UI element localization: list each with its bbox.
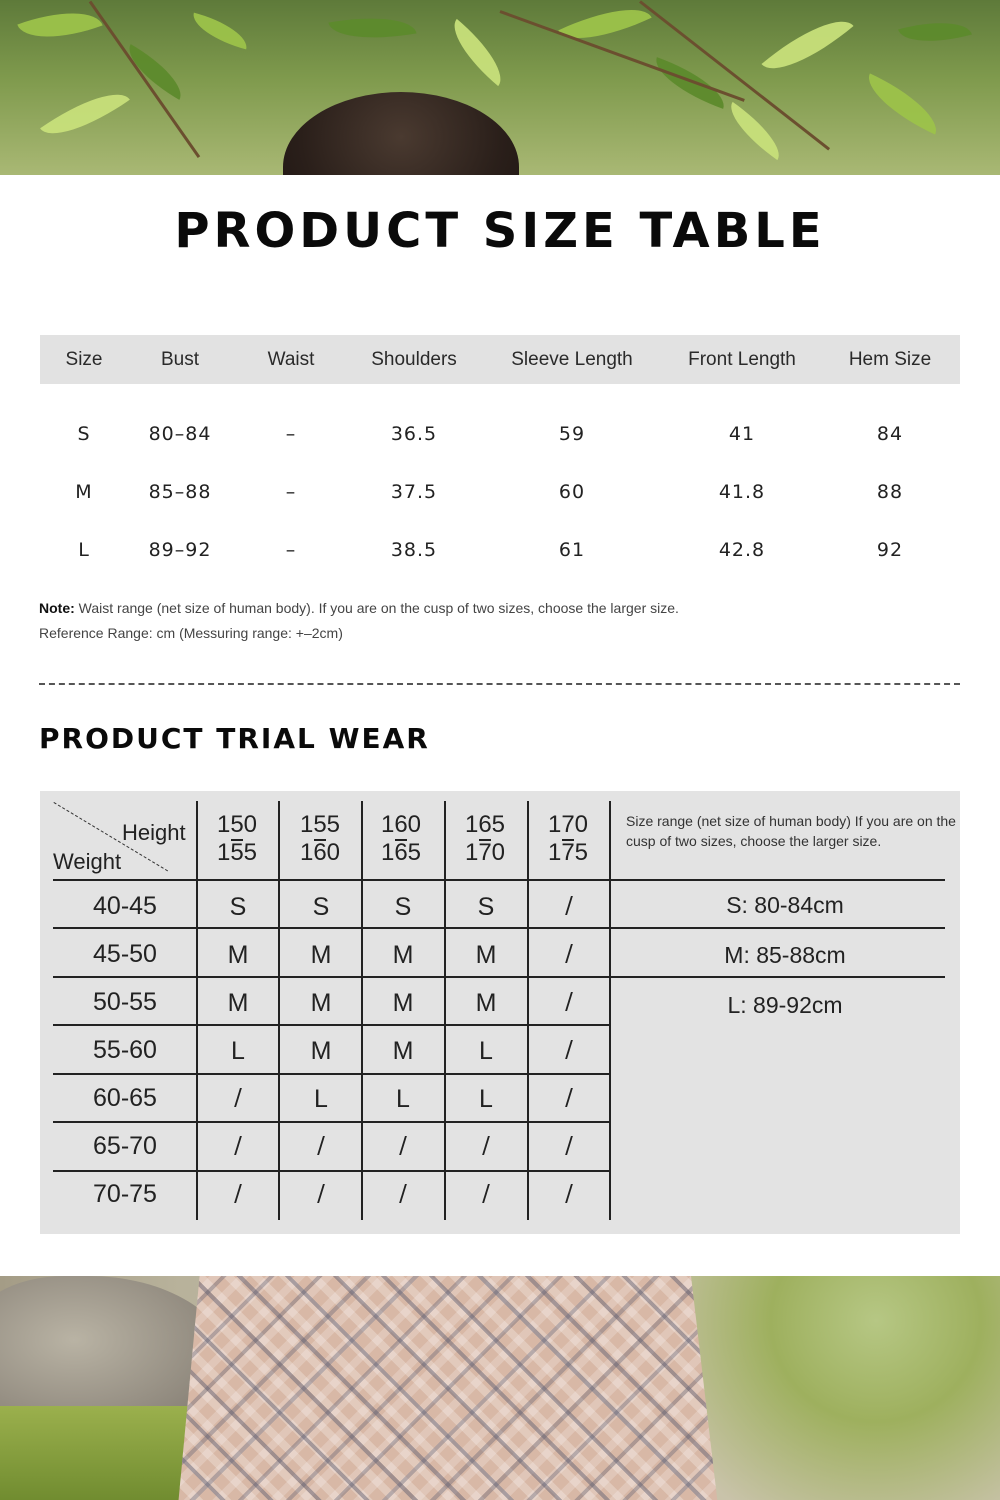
weight-label: 40-45 [93,892,157,920]
column-header-hem-size: Hem Size [848,349,932,370]
column-header-sleeve-length: Sleeve Length [511,349,633,370]
table-cell: 41 [728,423,756,445]
plaid-skirt [178,1276,718,1500]
size-row-m [40,481,960,511]
weight-label: 50-55 [93,988,157,1016]
size-table-title: PRODUCT SIZE TABLE [174,203,826,259]
table-cell: 85–88 [148,481,212,503]
grid-cell: S [229,893,247,921]
grid-cell: L [314,1085,328,1113]
grid-cell: / [317,1133,325,1159]
grid-cell: M [475,989,497,1017]
grid-cell: / [565,941,573,967]
height-to: 160 [299,838,341,866]
grid-cell: L [231,1037,245,1065]
table-cell: 42.8 [718,539,766,561]
grid-cell: M [310,1037,332,1065]
top-photo [0,0,1000,175]
table-cell: 41.8 [718,481,766,503]
weight-label: 55-60 [93,1036,157,1064]
weight-label: 60-65 [93,1084,157,1112]
height-from: 155 [299,811,341,838]
height-to: 155 [216,838,258,866]
size-note [39,600,679,616]
column-header-waist: Waist [267,349,315,370]
table-cell: 61 [558,539,586,561]
grid-cell: / [317,1181,325,1207]
column-header-size: Size [65,349,103,370]
table-cell: 88 [876,481,904,503]
height-header-165-170 [445,813,525,865]
section-divider [39,683,960,685]
column-header-bust: Bust [160,349,200,370]
size-range-note: Size range (net size of human body) If you are on the cusp of two sizes, choose the larger size. [626,813,956,849]
table-cell: 38.5 [390,539,438,561]
grid-cell: M [475,941,497,969]
grid-cell: M [227,941,249,969]
table-cell: – [285,539,297,561]
grid-cell: L [479,1037,493,1065]
table-cell: 84 [876,423,904,445]
size-range-m: M: 85-88cm [724,942,846,968]
grid-cell: / [234,1133,242,1159]
table-cell: 37.5 [390,481,438,503]
grid-cell: S [312,893,330,921]
grid-cell: M [392,1037,414,1065]
bottom-photo [0,1276,1000,1500]
grid-cell: M [392,941,414,969]
size-range-l: L: 89-92cm [727,992,843,1018]
weight-label: 70-75 [93,1180,157,1208]
table-cell: 92 [876,539,904,561]
weight-label: 65-70 [93,1132,157,1160]
height-from: 160 [380,811,422,838]
grid-cell: / [565,893,573,919]
corner-height-label: Height [122,820,186,845]
grid-cell: / [482,1181,490,1207]
table-cell: 36.5 [390,423,438,445]
table-cell: M [75,481,93,503]
table-cell: – [285,481,297,503]
table-cell: S [77,423,91,445]
grid-cell: / [565,1037,573,1063]
height-header-155-160 [280,813,360,865]
grid-cell: M [310,941,332,969]
column-header-front-length: Front Length [688,349,796,370]
size-row-l [40,539,960,569]
grid-cell: M [227,989,249,1017]
height-from: 170 [547,811,589,838]
height-header-150-155 [197,813,277,865]
trial-wear-title: PRODUCT TRIAL WEAR [39,722,430,755]
trial-wear-table [40,791,960,1234]
grid-cell: / [234,1181,242,1207]
column-header-shoulders: Shoulders [371,349,457,370]
height-from: 150 [216,811,258,838]
height-to: 165 [380,838,422,866]
table-cell: 80–84 [148,423,212,445]
table-cell: L [78,539,90,561]
grid-cell: / [234,1085,242,1111]
grid-cell: / [399,1133,407,1159]
table-cell: 60 [558,481,586,503]
height-header-170-175 [528,813,608,865]
grid-cell: / [565,1133,573,1159]
height-header-160-165 [361,813,441,865]
model-hair [283,92,519,175]
table-cell: – [285,423,297,445]
height-to: 175 [547,838,589,866]
grid-cell: M [392,989,414,1017]
grid-cell: M [310,989,332,1017]
size-range-s: S: 80-84cm [726,892,844,918]
grid-cell: / [399,1181,407,1207]
grid-cell: / [565,1181,573,1207]
size-row-s [40,423,960,453]
grid-cell: L [479,1085,493,1113]
height-to: 170 [464,838,506,866]
corner-weight-label: Weight [53,849,122,874]
height-from: 165 [464,811,506,838]
note-label: Note: [39,600,75,616]
grid-cell: / [482,1133,490,1159]
table-cell: 59 [558,423,586,445]
grid-cell: S [394,893,412,921]
size-table-header [40,335,960,384]
reference-range-note: Reference Range: cm (Messuring range: +–2cm) [39,625,343,641]
grid-cell: L [396,1085,410,1113]
table-cell: 89–92 [148,539,212,561]
grid-cell: / [565,989,573,1015]
note-text: Waist range (net size of human body). If you are on the cusp of two sizes, choose the larger size. [74,600,679,616]
grid-cell: / [565,1085,573,1111]
weight-label: 45-50 [93,940,157,968]
grid-cell: S [477,893,495,921]
